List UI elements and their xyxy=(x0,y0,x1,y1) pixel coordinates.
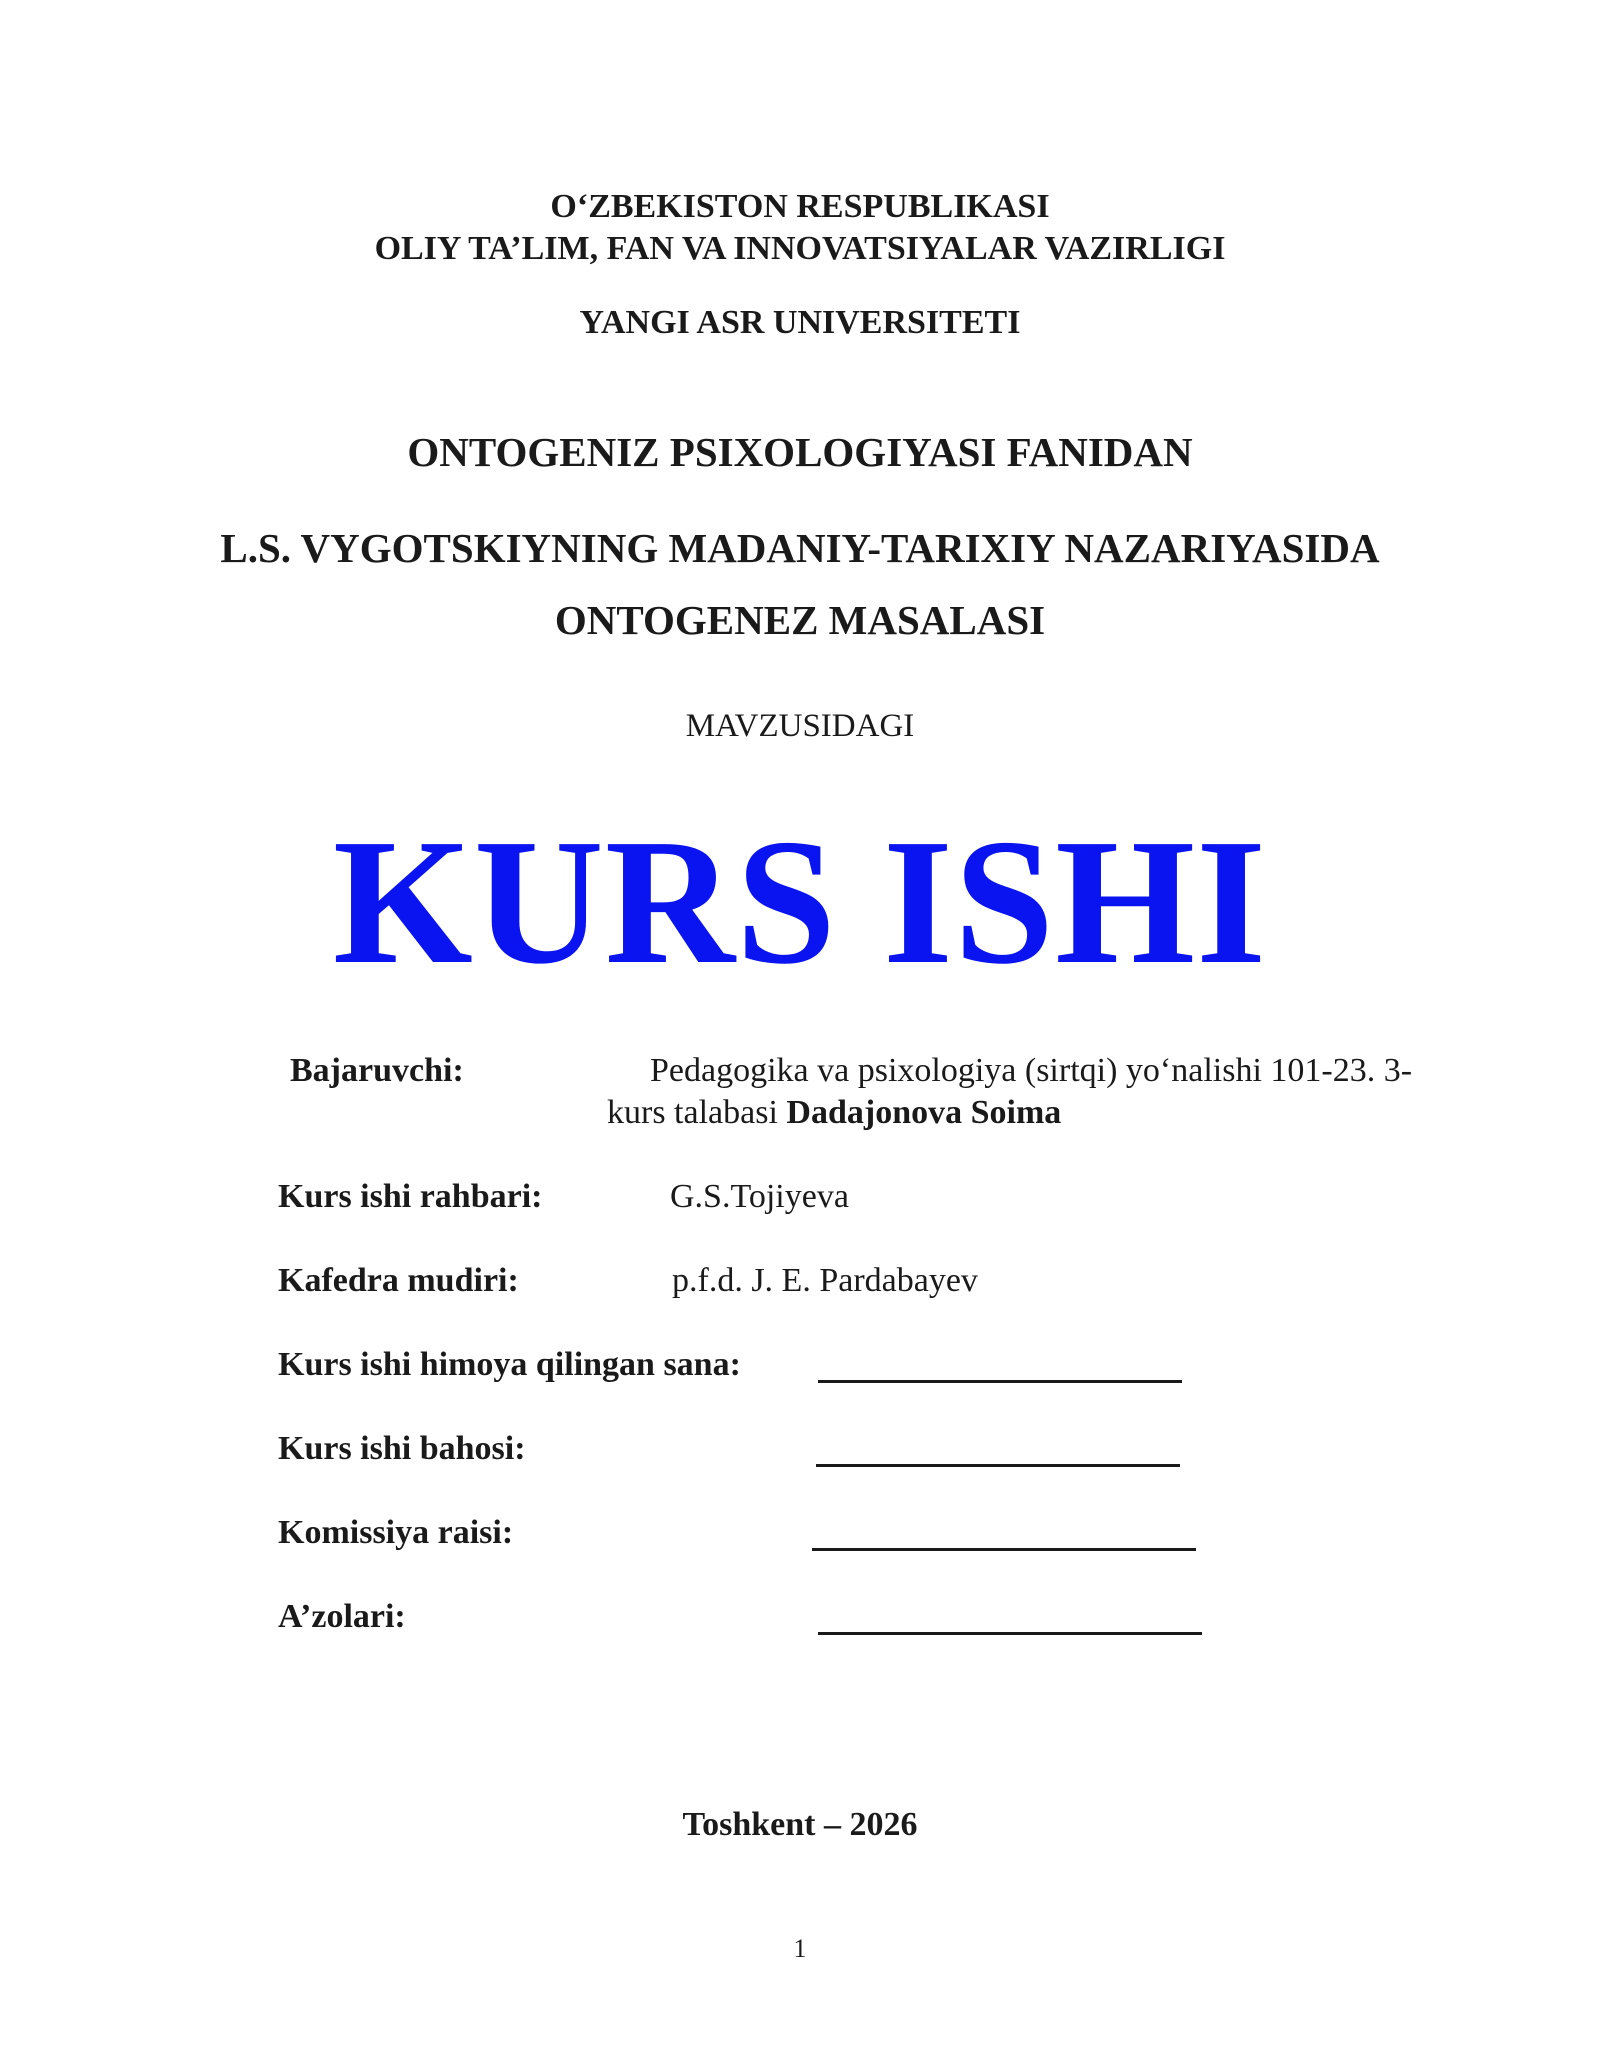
executor-line-2-prefix: kurs talabasi xyxy=(607,1094,787,1131)
members-blank-line xyxy=(818,1632,1202,1635)
commission-chair-blank-line xyxy=(812,1548,1196,1551)
defense-date-label: Kurs ishi himoya qilingan sana: xyxy=(278,1346,741,1383)
student-name: Dadajonova Soima xyxy=(786,1094,1062,1131)
defense-date-blank-line xyxy=(818,1380,1182,1383)
university-name: YANGI ASR UNIVERSITETI xyxy=(579,304,1021,341)
department-head-label: Kafedra mudiri: xyxy=(278,1262,519,1299)
page-number: 1 xyxy=(793,1934,807,1963)
grade-blank-line xyxy=(816,1464,1180,1467)
work-type-title: KURS ISHI xyxy=(332,802,1268,1001)
executor-label: Bajaruvchi: xyxy=(290,1052,464,1089)
ministry-line-2: OLIY TA’LIM, FAN VA INNOVATSIYALAR VAZIRLIGI xyxy=(374,230,1226,267)
place-and-year: Toshkent – 2026 xyxy=(682,1806,918,1843)
supervisor-label: Kurs ishi rahbari: xyxy=(278,1178,543,1215)
department-head-name: p.f.d. J. E. Pardabayev xyxy=(672,1262,978,1299)
topic-line-1: L.S. VYGOTSKIYNING MADANIY-TARIXIY NAZARIYASIDA xyxy=(220,525,1380,571)
executor-line-2 xyxy=(607,1094,1061,1132)
topic-line-2: ONTOGENEZ MASALASI xyxy=(554,597,1046,643)
ministry-line-1: O‘ZBEKISTON RESPUBLIKASI xyxy=(550,188,1050,225)
commission-chair-label: Komissiya raisi: xyxy=(278,1514,514,1551)
supervisor-name: G.S.Tojiyeva xyxy=(670,1178,849,1215)
executor-line-1: Pedagogika va psixologiya (sirtqi) yo‘nalishi 101-23. 3- xyxy=(650,1052,1413,1089)
topic-suffix: MAVZUSIDAGI xyxy=(685,708,915,744)
members-label: A’zolari: xyxy=(278,1598,406,1635)
grade-label: Kurs ishi bahosi: xyxy=(278,1430,526,1467)
subject-title: ONTOGENIZ PSIXOLOGIYASI FANIDAN xyxy=(407,429,1193,475)
